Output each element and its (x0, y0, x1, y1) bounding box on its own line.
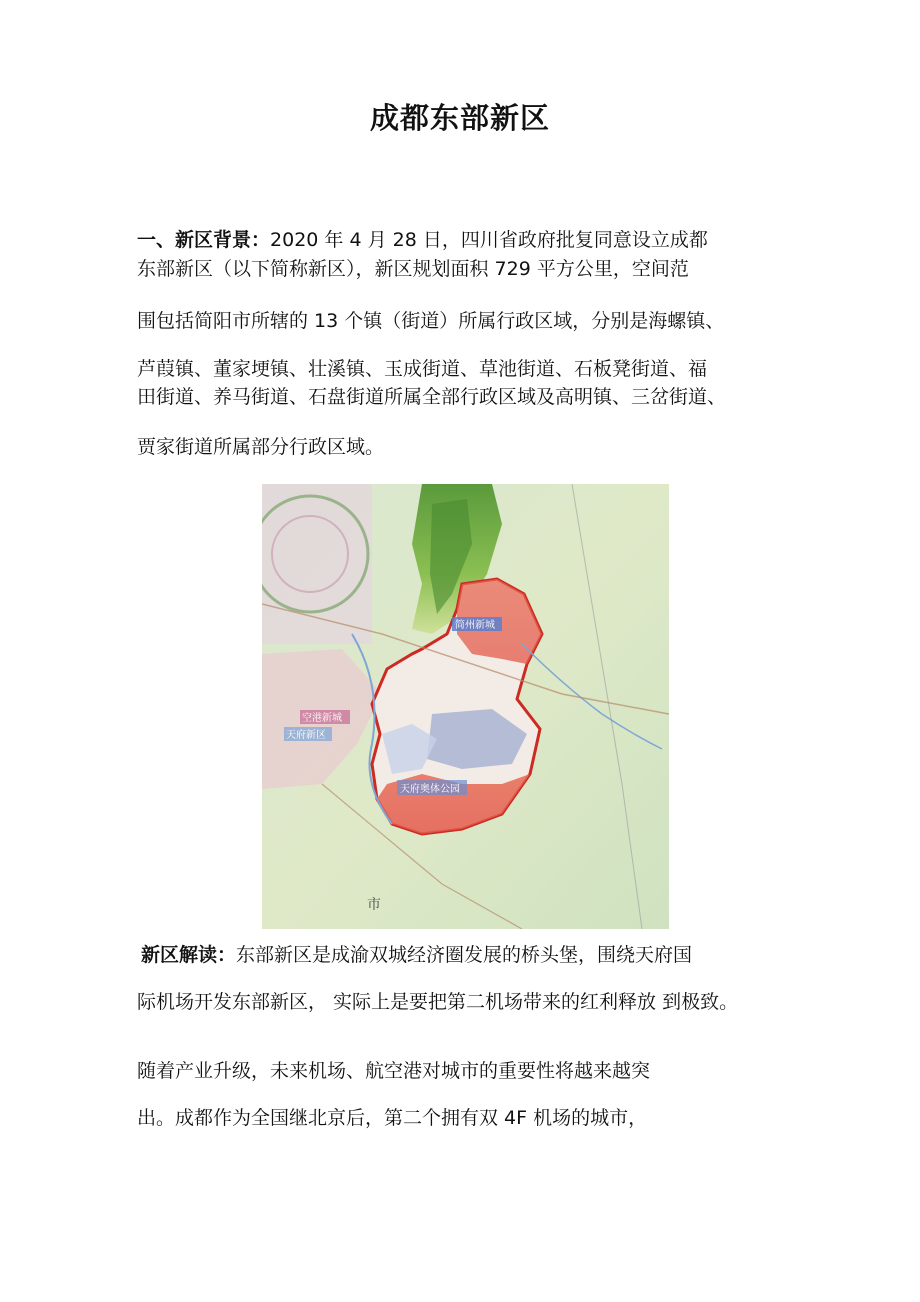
paragraph-text: 东部新区是成渝双城经济圈发展的桥头堡，围绕天府国 (236, 944, 693, 966)
map-label: 天府奥体公园 (400, 784, 460, 795)
paragraph-line: 东部新区（以下简称新区），新区规划面积 729 平方公里，空间范 (137, 258, 689, 280)
paragraph-line: 随着产业升级，未来机场、航空港对城市的重要性将越来越突 (137, 1060, 651, 1082)
paragraph-line: 芦葭镇、董家埂镇、壮溪镇、玉成街道、草池街道、石板凳街道、福 (137, 358, 708, 380)
map-label: 天府新区 (286, 730, 326, 741)
paragraph-line (141, 943, 692, 967)
paragraph-line: 田街道、养马街道、石盘街道所属全部行政区域及高明镇、三岔街道、 (137, 386, 727, 408)
section-label: 新区解读： (141, 944, 237, 966)
paragraph-line: 出。成都作为全国继北京后，第二个拥有双 4F 机场的城市， (137, 1107, 648, 1129)
map-label: 空港新城 (302, 713, 342, 724)
map-label: 市 (367, 897, 381, 913)
paragraph-line: 贾家街道所属部分行政区域。 (137, 436, 385, 458)
paragraph-line: 围包括简阳市所辖的 13 个镇（街道）所属行政区域，分别是海螺镇、 (137, 310, 725, 332)
paragraph-text: 2020 年 4 月 28 日，四川省政府批复同意设立成都 (270, 229, 708, 251)
paragraph-line: 际机场开发东部新区， 实际上是要把第二机场带来的红利释放 到极致。 (137, 991, 739, 1013)
map-label: 简州新城 (455, 620, 495, 631)
district-map-image (262, 484, 669, 929)
paragraph-line (137, 228, 708, 252)
page-title: 成都东部新区 (369, 101, 550, 135)
section-label: 一、新区背景： (137, 229, 271, 251)
